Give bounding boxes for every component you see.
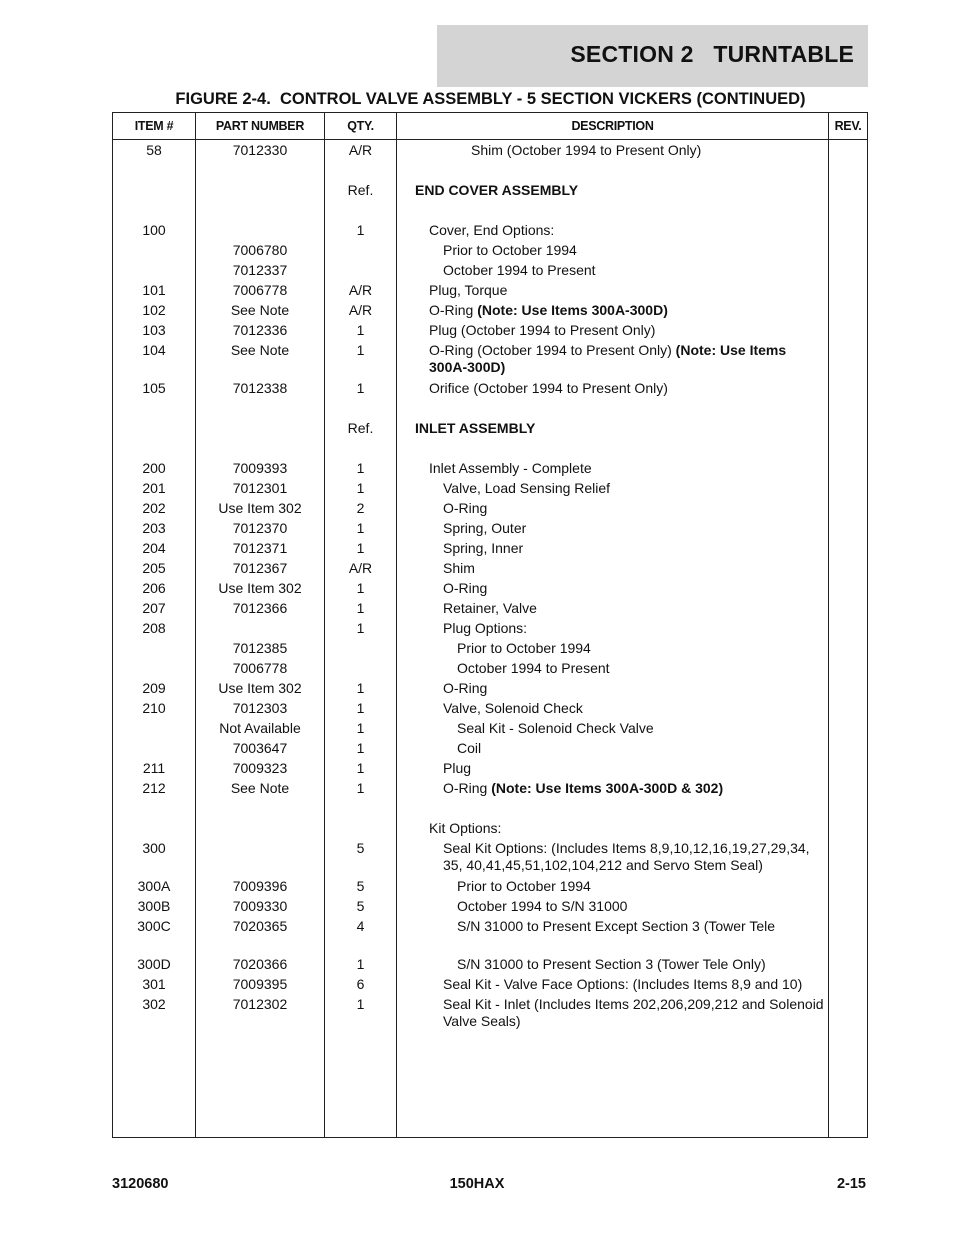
qty-cell: 5 (356, 898, 365, 914)
qty-cell: 1 (356, 956, 365, 972)
part-number-cell: 7012302 (232, 996, 288, 1012)
description-cell (429, 222, 825, 239)
description-bold-text: (Note: Use Items 300A-300D) (477, 302, 668, 318)
description-cell (443, 680, 825, 697)
part-number-cell: 7009330 (232, 898, 288, 914)
item-number-cell: 300A (137, 878, 171, 894)
description-text: Coil (457, 740, 482, 756)
description-cell (443, 620, 825, 637)
qty-cell: A/R (348, 560, 373, 576)
item-number-cell: 300C (137, 918, 171, 934)
description-cell (415, 182, 825, 199)
part-number-cell: 7009393 (232, 460, 288, 476)
description-cell (443, 242, 825, 259)
description-cell (443, 580, 825, 597)
description-cell (443, 760, 825, 777)
description-text: O-Ring (443, 580, 488, 596)
description-text: October 1994 to Present (457, 660, 610, 676)
description-cell (443, 480, 825, 497)
table-row (113, 678, 867, 698)
item-number-cell: 210 (142, 700, 166, 716)
description-cell (443, 700, 825, 717)
table-row (113, 220, 867, 240)
description-text: Plug Options: (443, 620, 528, 636)
item-number-cell: 100 (142, 222, 166, 238)
description-text: Shim (October 1994 to Present Only) (471, 142, 702, 158)
table-row (113, 718, 867, 738)
description-cell (457, 918, 825, 935)
item-number-cell: 202 (142, 500, 166, 516)
description-cell (443, 600, 825, 617)
item-number-cell: 104 (142, 342, 166, 358)
table-row (113, 538, 867, 558)
qty-cell: 1 (356, 700, 365, 716)
table-row (113, 280, 867, 300)
part-number-cell: 7012337 (232, 262, 288, 278)
table-row (113, 876, 867, 896)
description-cell (443, 540, 825, 557)
description-text: Seal Kit - Solenoid Check Valve (457, 720, 654, 736)
part-number-cell: 7006778 (232, 660, 288, 676)
description-bold-text: END COVER ASSEMBLY (415, 182, 579, 198)
part-number-cell: 7003647 (232, 740, 288, 756)
item-number-cell: 207 (142, 600, 166, 616)
description-cell (457, 898, 825, 915)
qty-cell: 1 (356, 600, 365, 616)
description-cell (443, 500, 825, 517)
part-number-cell: 7006778 (232, 282, 288, 298)
item-number-cell: 211 (142, 760, 166, 776)
part-number-cell: 7009396 (232, 878, 288, 894)
parts-table (112, 112, 868, 1138)
qty-cell: A/R (348, 142, 373, 158)
qty-cell: 1 (356, 680, 365, 696)
item-number-cell: 209 (142, 680, 166, 696)
table-row (113, 340, 867, 378)
item-number-cell: 302 (142, 996, 166, 1012)
item-number-cell: 105 (142, 380, 166, 396)
description-text: Retainer, Valve (443, 600, 537, 616)
item-number-cell: 204 (142, 540, 166, 556)
description-text: Valve, Load Sensing Relief (443, 480, 611, 496)
table-row (113, 658, 867, 678)
table-row (113, 954, 867, 974)
description-text: Shim (443, 560, 475, 576)
part-number-cell: 7012301 (232, 480, 288, 496)
description-text: O-Ring (443, 780, 492, 796)
part-number-cell: 7020366 (232, 956, 288, 972)
table-row (113, 240, 867, 260)
part-number-cell: 7012338 (232, 380, 288, 396)
table-row (113, 698, 867, 718)
part-number-cell: See Note (230, 342, 290, 358)
part-number-cell: 7012367 (232, 560, 288, 576)
column-header-rev: REV. (834, 119, 862, 133)
description-text: Orifice (October 1994 to Present Only) (429, 380, 668, 396)
column-header-qty: QTY. (347, 119, 374, 133)
description-text: Prior to October 1994 (443, 242, 577, 258)
qty-cell: 4 (356, 918, 365, 934)
description-cell (429, 302, 825, 319)
table-row (113, 518, 867, 538)
description-text: Plug (443, 760, 472, 776)
description-cell (443, 520, 825, 537)
description-bold-text: INLET ASSEMBLY (415, 420, 536, 436)
column-header-part-number: PART NUMBER (215, 119, 305, 133)
item-number-cell: 102 (142, 302, 166, 318)
description-text: Seal Kit - Valve Face Options: (Includes Items 8,9 and 10) (443, 976, 803, 992)
description-text: Kit Options: (429, 820, 502, 836)
description-cell (443, 976, 825, 993)
description-cell (457, 956, 825, 973)
description-cell (429, 322, 825, 339)
column-header-description: DESCRIPTION (571, 119, 654, 133)
table-row (113, 838, 867, 876)
description-cell (443, 996, 828, 1030)
table-row (113, 320, 867, 340)
item-number-cell: 203 (142, 520, 166, 536)
qty-cell: 1 (356, 996, 365, 1012)
table-row (113, 758, 867, 778)
description-cell (443, 262, 825, 279)
description-cell (471, 142, 825, 159)
table-row (113, 994, 867, 1034)
description-cell (429, 282, 825, 299)
item-number-cell: 300 (142, 840, 166, 856)
qty-cell: 1 (356, 580, 365, 596)
qty-cell: 5 (356, 840, 365, 856)
description-text: O-Ring (429, 302, 478, 318)
description-text: Cover, End Options: (429, 222, 555, 238)
description-bold-text: (Note: Use Items 300A-300D & 302) (491, 780, 724, 796)
description-text: Seal Kit - Inlet (Includes Items 202,206,209,212 and Solenoid Valve Seals) (443, 996, 828, 1029)
table-row (113, 638, 867, 658)
description-text: S/N 31000 to Present Except Section 3 (Tower Tele (457, 918, 776, 934)
description-cell (429, 342, 825, 376)
part-number-cell: 7009323 (232, 760, 288, 776)
description-text: Prior to October 1994 (457, 640, 591, 656)
item-number-cell: 58 (146, 142, 162, 158)
table-row (113, 260, 867, 280)
description-text: Spring, Inner (443, 540, 524, 556)
table-body (113, 140, 867, 1034)
description-cell (429, 380, 825, 397)
description-bold-text: (Note: Use Items 300A-300D) (429, 342, 787, 375)
table-row (113, 498, 867, 518)
qty-cell: 1 (356, 620, 365, 636)
qty-cell: Ref. (347, 420, 374, 436)
description-cell (443, 840, 825, 874)
qty-cell: 1 (356, 222, 365, 238)
description-text: Spring, Outer (443, 520, 527, 536)
description-text: S/N 31000 to Present Section 3 (Tower Tele Only) (457, 956, 766, 972)
item-number-cell: 205 (142, 560, 166, 576)
part-number-cell: 7020365 (232, 918, 288, 934)
footer-page-number: 2-15 (836, 1176, 866, 1192)
item-number-cell: 208 (142, 620, 166, 636)
table-row (113, 974, 867, 994)
qty-cell: 1 (356, 480, 365, 496)
qty-cell: 1 (356, 540, 365, 556)
part-number-cell: Use Item 302 (218, 500, 302, 516)
part-number-cell: See Note (230, 780, 290, 796)
table-row (113, 916, 867, 954)
part-number-cell: 7012371 (232, 540, 288, 556)
qty-cell: 1 (356, 460, 365, 476)
item-number-cell: 206 (142, 580, 166, 596)
table-row (113, 558, 867, 578)
description-text: O-Ring (443, 680, 488, 696)
part-number-cell: 7012370 (232, 520, 288, 536)
description-text: Prior to October 1994 (457, 878, 591, 894)
description-text: Valve, Solenoid Check (443, 700, 583, 716)
description-cell (457, 878, 825, 895)
item-number-cell: 103 (142, 322, 166, 338)
description-text: O-Ring (443, 500, 488, 516)
description-text: Plug (October 1994 to Present Only) (429, 322, 656, 338)
section-title: SECTION 2 TURNTABLE (570, 41, 854, 67)
table-row (113, 896, 867, 916)
description-cell (457, 640, 825, 657)
description-cell (457, 660, 825, 677)
qty-cell: 6 (356, 976, 365, 992)
part-number-cell: 7006780 (232, 242, 288, 258)
part-number-cell: Use Item 302 (218, 580, 302, 596)
description-cell (457, 720, 825, 737)
part-number-cell: Use Item 302 (218, 680, 302, 696)
description-cell (443, 560, 825, 577)
table-row (113, 578, 867, 598)
qty-cell: 1 (356, 380, 365, 396)
qty-cell: 1 (356, 720, 365, 736)
qty-cell: A/R (348, 282, 373, 298)
qty-cell: Ref. (347, 182, 374, 198)
table-row (113, 818, 867, 838)
item-number-cell: 200 (142, 460, 166, 476)
qty-cell: 1 (356, 520, 365, 536)
item-number-cell: 101 (142, 282, 166, 298)
item-number-cell: 212 (142, 780, 166, 796)
qty-cell: 1 (356, 760, 365, 776)
part-number-cell: 7012336 (232, 322, 288, 338)
description-text: October 1994 to S/N 31000 (457, 898, 628, 914)
description-text: Inlet Assembly - Complete (429, 460, 592, 476)
table-row (113, 140, 867, 180)
footer-model: 150HAX (449, 1176, 505, 1192)
description-cell (415, 420, 825, 437)
item-number-cell: 201 (142, 480, 166, 496)
table-row (113, 478, 867, 498)
item-number-cell: 300D (137, 956, 171, 972)
item-number-cell: 300B (137, 898, 171, 914)
table-row (113, 378, 867, 418)
qty-cell: 1 (356, 322, 365, 338)
section-header-band (437, 25, 868, 87)
table-row (113, 738, 867, 758)
part-number-cell: 7012385 (232, 640, 288, 656)
description-cell (429, 460, 825, 477)
table-row (113, 458, 867, 478)
part-number-cell: 7012330 (232, 142, 288, 158)
item-number-cell: 301 (142, 976, 166, 992)
description-cell (443, 780, 825, 797)
description-text: Seal Kit Options: (Includes Items 8,9,10,12,16,19,27,29,34, 35, 40,41,45,51,102,104,212 and Servo Stem Seal) (443, 840, 814, 873)
table-row (113, 300, 867, 320)
figure-title: FIGURE 2-4. CONTROL VALVE ASSEMBLY - 5 SECTION VICKERS (CONTINUED) (175, 90, 806, 108)
qty-cell: 5 (356, 878, 365, 894)
footer-document-number: 3120680 (112, 1176, 169, 1192)
table-row (113, 598, 867, 618)
qty-cell: A/R (348, 302, 373, 318)
description-text: October 1994 to Present (443, 262, 596, 278)
part-number-cell: 7012303 (232, 700, 288, 716)
table-row (113, 778, 867, 818)
part-number-cell: Not Available (219, 720, 301, 736)
part-number-cell: 7009395 (232, 976, 288, 992)
qty-cell: 2 (356, 500, 365, 516)
table-row (113, 418, 867, 458)
qty-cell: 1 (356, 740, 365, 756)
column-header-item: ITEM # (134, 119, 174, 133)
part-number-cell: See Note (230, 302, 290, 318)
qty-cell: 1 (356, 342, 365, 358)
qty-cell: 1 (356, 780, 365, 796)
description-text: O-Ring (October 1994 to Present Only) (429, 342, 676, 358)
description-text: Plug, Torque (429, 282, 508, 298)
description-cell (429, 820, 825, 837)
description-cell (457, 740, 825, 757)
part-number-cell: 7012366 (232, 600, 288, 616)
table-row (113, 618, 867, 638)
table-row (113, 180, 867, 220)
